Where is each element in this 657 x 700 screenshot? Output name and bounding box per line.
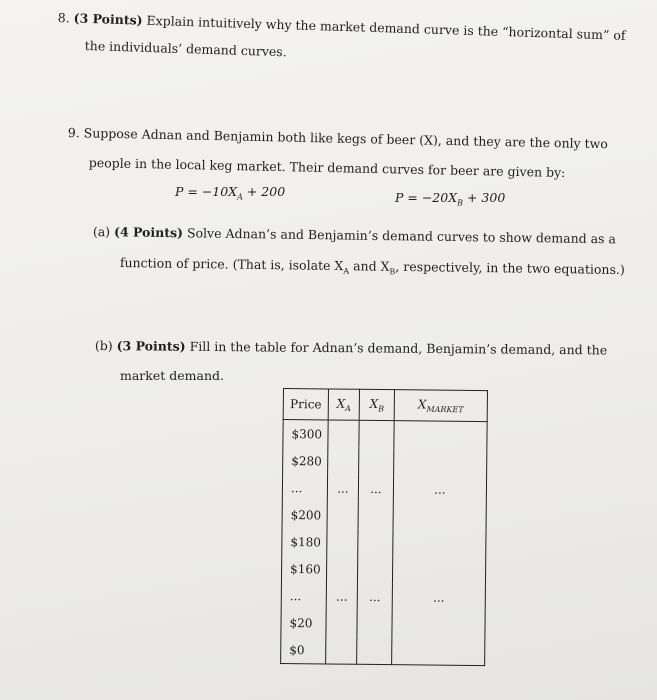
q9-line-1 [68, 125, 608, 151]
q8-text-1: Explain intuitively why the market demand curve is the “horizontal sum” of [146, 12, 626, 43]
part-a-label: (a) [92, 224, 111, 240]
price-cell: $300 [283, 420, 328, 448]
header-xa: $X_A$ [328, 389, 359, 420]
xmarket-cell[interactable] [392, 556, 485, 584]
q8-number: 8. [57, 10, 70, 26]
part-b-line-2: market demand. [120, 368, 224, 383]
part-a-line-1 [93, 224, 616, 246]
demand-table [280, 388, 488, 666]
price-cell: $180 [282, 528, 327, 555]
xb-cell[interactable] [357, 637, 392, 665]
table-row [281, 555, 485, 584]
part-a-line-2: function of price. (That is, isolate $X_A$ and $X_B$, respectively, in the two equations.) [119, 255, 625, 278]
xmarket-cell[interactable] [393, 502, 486, 530]
xmarket-cell[interactable] [394, 421, 487, 449]
xa-cell[interactable] [328, 420, 359, 448]
xb-cell[interactable] [358, 502, 393, 529]
price-cell: ... [281, 582, 326, 609]
xa-cell[interactable] [327, 528, 358, 555]
price-cell: $200 [282, 501, 327, 528]
xb-cell[interactable] [359, 420, 394, 448]
header-price: Price [283, 389, 328, 420]
table-row [282, 474, 486, 503]
table-row [283, 447, 487, 476]
table-row [283, 420, 487, 450]
xa-cell[interactable] [326, 636, 357, 664]
xmarket-cell[interactable] [393, 529, 486, 557]
q8-line-1 [58, 10, 626, 43]
price-cell: $160 [281, 555, 326, 582]
price-cell: $20 [281, 609, 326, 636]
q9-number: 9. [67, 125, 80, 141]
part-a-text-1: Solve Adnan’s and Benjamin’s demand curves to show demand as a [186, 225, 617, 247]
xmarket-cell[interactable] [392, 610, 485, 638]
xa-cell[interactable] [327, 501, 358, 528]
xb-cell[interactable] [359, 448, 394, 475]
part-b-text-1: Fill in the table for Adnan’s demand, Benjamin’s demand, and the [189, 338, 608, 358]
xb-cell[interactable] [358, 529, 393, 556]
price-cell: $0 [281, 636, 326, 664]
table-row [281, 636, 485, 666]
table-row [282, 501, 486, 530]
table-row [281, 609, 485, 638]
xa-cell[interactable]: ... [326, 582, 357, 609]
price-cell: ... [282, 474, 327, 501]
q9-line-2: people in the local keg market. Their demand curves for beer are given by: [88, 155, 566, 180]
header-xb: $X_B$ [359, 389, 394, 420]
adnan-demand-equation: $P = -10X_A + 200$ [175, 184, 286, 202]
xa-cell[interactable] [326, 555, 357, 582]
xb-cell[interactable] [357, 556, 392, 583]
xb-cell[interactable]: ... [358, 475, 393, 502]
part-a-points: (4 Points) [113, 224, 184, 241]
part-b-line-1 [95, 338, 607, 357]
header-xmarket: $X_{MARKET}$ [394, 390, 487, 422]
q9-text-1: Suppose Adnan and Benjamin both like kegs of beer (X), and they are the only two [83, 125, 609, 152]
xa-cell[interactable] [326, 609, 357, 636]
xb-cell[interactable] [357, 610, 392, 637]
part-b-points: (3 Points) [116, 338, 186, 354]
xa-cell[interactable] [328, 447, 359, 474]
xmarket-cell[interactable]: ... [392, 583, 485, 611]
q8-points: (3 Points) [73, 10, 143, 28]
table-row [282, 528, 486, 557]
part-b-label: (b) [94, 338, 113, 354]
table-row [281, 582, 485, 611]
xa-cell[interactable]: ... [327, 474, 358, 501]
xmarket-cell[interactable] [394, 448, 487, 476]
price-cell: $280 [283, 447, 328, 474]
q8-line-2: the individuals’ demand curves. [84, 38, 287, 60]
xb-cell[interactable]: ... [357, 583, 392, 610]
benjamin-demand-equation: $P = -20X_B + 300$ [395, 190, 506, 208]
xmarket-cell[interactable] [392, 637, 485, 665]
xmarket-cell[interactable]: ... [393, 475, 486, 503]
